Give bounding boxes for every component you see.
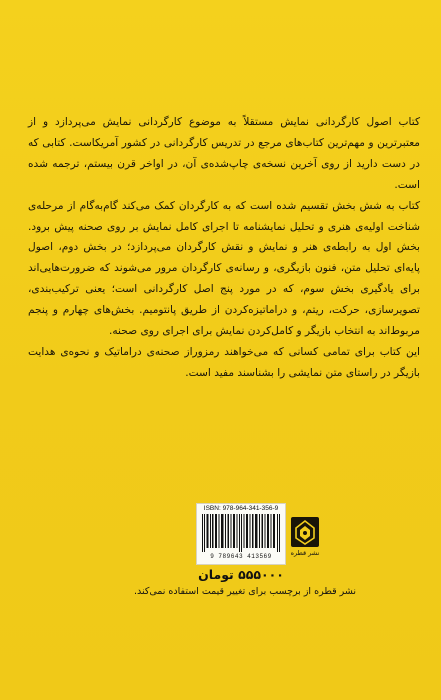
- blurb-paragraph-3: این کتاب برای تمامی کسانی که می‌خواهند رمزوراز صحنه‌ی دراماتیک و نحوه‌ی هدایت بازیگر در راستای متن نمایشی را بشناسند مفید است.: [28, 345, 420, 379]
- barcode-digits: 9 789643 413569: [210, 553, 272, 560]
- barcode-icon: [202, 514, 280, 552]
- back-cover-blurb: [28, 112, 420, 384]
- isbn-text: ISBN: 978-964-341-356-9: [203, 505, 279, 512]
- blurb-paragraph-1: کتاب اصول کارگردانی نمایش مستقلاً به موضوع کارگردانی نمایش می‌پردازد و از معتبرترین و مهم‌ترین کتاب‌های مرجع در تدریس کارگردانی در کشور آمریکاست. کتابی که در دست دارید از روی آخرین نسخه‌ی چاپ‌شده‌ی آن، در اواخر قرن بیستم، ترجمه شده است.: [28, 116, 420, 191]
- barcode-label: [196, 503, 286, 565]
- price-label: ۵۵۵۰۰۰ تومان: [198, 567, 284, 582]
- price-policy-note: نشر قطره از برچسب برای تغییر قیمت استفاده نمی‌کند.: [133, 586, 357, 597]
- publisher-logo: [290, 516, 320, 560]
- publisher-logo-text: نشر قطره: [290, 549, 320, 557]
- publisher-logo-icon: [290, 516, 320, 548]
- blurb-paragraph-2: کتاب به شش بخش تقسیم شده است که به کارگردان کمک می‌کند گام‌به‌گام از مرحله‌ی شناخت اولیه‌ی هنری و تحلیل نمایشنامه تا اجرای کامل نمایش بر روی صحنه پیش برود. بخش اول به رابطه‌ی هنر و نمایش و نقش کارگردان می‌پردازد؛ در بخش دوم، اصول پایه‌ای تحلیل متن، فنون بازیگری، و رسانه‌ی کارگردان مرور می‌شوند که ضرورت‌هایی‌اند برای یادگیری بخش سوم، که در مورد پنج اصل کارگردانی است؛ یعنی ترکیب‌بندی، تصویرسازی، حرکت، ریتم، و دراماتیزه‌کردن از طریق پانتومیم. بخش‌های چهارم و پنجم مربوط‌اند به انتخاب بازیگر و کامل‌کردن نمایش برای اجرای روی صحنه.: [28, 199, 420, 338]
